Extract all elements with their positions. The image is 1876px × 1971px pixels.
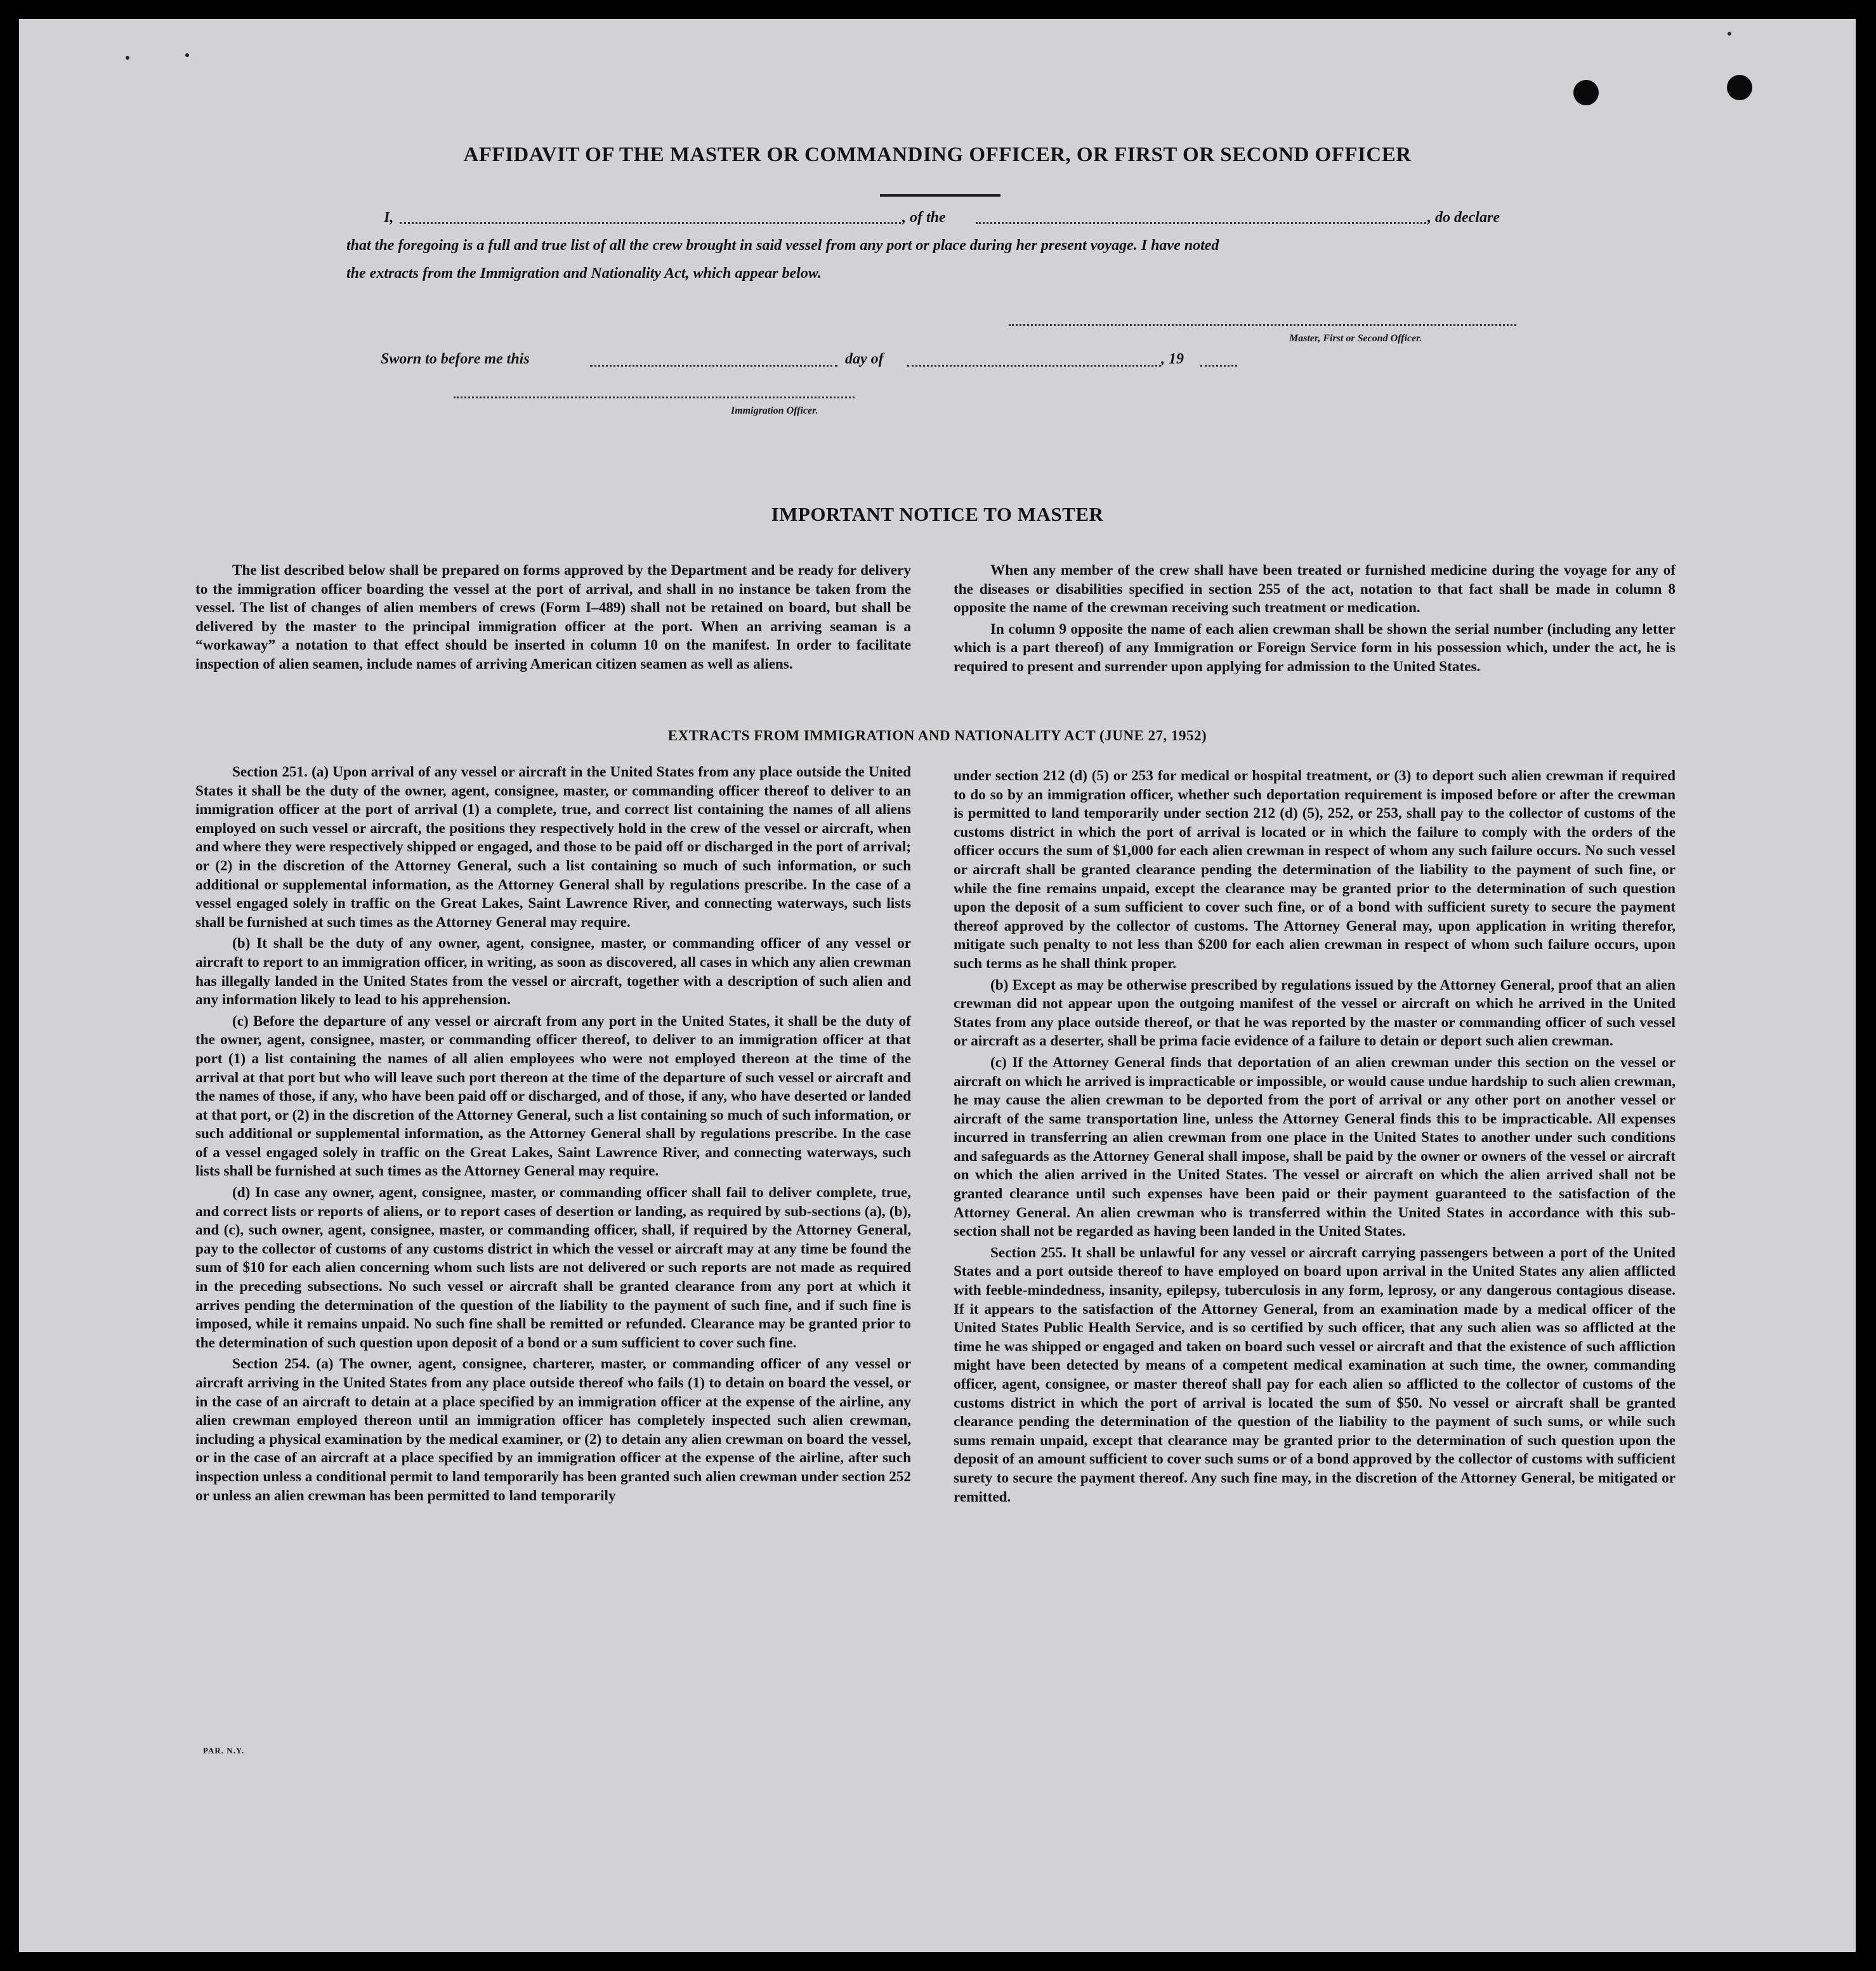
affidavit-of-the-label: , of the: [902, 209, 946, 226]
extracts-right-column: [954, 767, 1676, 1507]
affidavit-title: AFFIDAVIT OF THE MASTER OR COMMANDING OFFICER, OR FIRST OR SECOND OFFICER: [463, 143, 1412, 166]
officer-signature-label: Immigration Officer.: [731, 405, 818, 416]
section-251d: (d) In case any owner, agent, consignee, master, or commanding officer shall fail to deliver complete, true, and correct lists or reports of aliens, or to report cases of desertion or landing, as required by sub-sections (a), (b), and (c), such owner, agent, consignee, master, or commanding officer, shall, if required by the Attorney General, pay to the collector of customs of any customs district in which the vessel or aircraft may at any time be found the sum of $10 for each alien concerning whom such lists are not delivered or such reports are not made as required in the preceding subsections. No such vessel or aircraft shall be granted clearance from any port at which it arrives pending the determination of the question of the liability to the payment of such fine, and if such fine is imposed, while it remains unpaid. No such fine shall be remitted or refunded. Clearance may be granted prior to the determination of such question upon deposit of a bond or a sum sufficient to cover such fine.: [195, 1184, 911, 1351]
section-254a-continued: under section 212 (d) (5) or 253 for medical or hospital treatment, or (3) to deport such alien crewman if required to do so by an immigration officer, whether such deportation requirement is imposed before or after the crewman is permitted to land temporarily under section 212 (d) (5), 252, or 253, shall pay to the collector of customs of the customs district in which the port of arrival is located or in which the failure to comply with the orders of the officer occurs the sum of $1,000 for each alien crewman in respect of whom any such failure occurs. No such vessel or aircraft shall be granted clearance pending the determination of the liability to the payment of such fine, or while the fine remains unpaid, except the clearance may be granted prior to the determination of such question upon the deposit of a sum sufficient to cover such fine, or of a bond with sufficient surety to secure the payment thereof approved by the collector of customs. The Attorney General may, upon application in writing therefor, mitigate such penalty to not less than $200 for each alien crewman in respect of whom such failure occurs, upon such terms as he shall think proper.: [954, 768, 1676, 972]
notice-title: IMPORTANT NOTICE TO MASTER: [771, 503, 1104, 525]
speck: [1728, 32, 1731, 36]
sworn-month-line: [907, 365, 1161, 367]
affidavit-line-2: that the foregoing is a full and true list of all the crew brought in said vessel from any port or place during her present voyage. I have noted: [346, 237, 1219, 254]
printer-code: PAR. N.Y.: [203, 1746, 245, 1755]
notice-paragraph: The list described below shall be prepared on forms approved by the Department and be ready for delivery to the immigration officer boarding the vessel at the port of arrival, and shall in no instance be taken from the vessel. The list of changes of alien members of crews (Form I–489) shall not be retained on board, but shall be delivered by the master to the principal immigration officer at the port. When an arriving seaman is a “workaway” a notation to that effect should be inserted in column 10 on the manifest. In order to facilitate inspection of alien seamen, include names of arriving American citizen seamen as well as aliens.: [195, 562, 911, 672]
year-label: , 19: [1161, 351, 1184, 367]
affidavit-i-label: I,: [384, 209, 394, 226]
section-251c: (c) Before the departure of any vessel or aircraft from any port in the United States, it shall be the duty of the owner, agent, consignee, master, or commanding officer thereof, to deliver to an immigration officer at that port (1) a list containing the names of all alien employees who were not employed thereon at the time of the arrival at that port but who will leave such port thereon at the time of the departure of such vessel or aircraft and the names of those, if any, who have been paid off or discharged, and of those, if any, who have deserted or landed at that port, or (2) in the discretion of the Attorney General, such a list containing so much of such information, or such additional or supplemental information, as the Attorney General shall by regulations prescribe. In the case of a vessel engaged solely in traffic on the Great Lakes, Saint Lawrence River, and connecting waterways, such lists shall be furnished at such times as the Attorney General may require.: [195, 1012, 911, 1180]
notice-paragraph: In column 9 opposite the name of each alien crewman shall be shown the serial number (including any letter which is a part thereof) of any Immigration or Foreign Service form in his possession which, under the act, he is required to present and surrender upon applying for admission to the United States.: [954, 620, 1676, 675]
section-254a: Section 254. (a) The owner, agent, consignee, charterer, master, or commanding officer of any vessel or aircraft arriving in the United States from any place outside thereof who fails (1) to detain on board the vessel, or in the case of an aircraft to detain at a place specified by an immigration officer at the expense of the airline, any alien crewman employed thereon until an immigration officer has completely inspected such alien crewman, including a physical examination by the medical examiner, or (2) to detain any alien crewman on board the vessel, or in the case of an aircraft at a place specified by an immigration officer at the expense of the airline, after such inspection unless a conditional permit to land temporarily has been granted such alien crewman under section 252 or unless an alien crewman has been permitted to land temporarily: [195, 1356, 911, 1504]
master-signature-line: [1009, 324, 1516, 326]
speck: [185, 53, 189, 57]
affidavit-line-3: the extracts from the Immigration and Nationality Act, which appear below.: [346, 265, 822, 282]
name-field-line: [400, 222, 901, 224]
section-251b: (b) It shall be the duty of any owner, agent, consignee, master, or commanding officer of any vessel or aircraft to report to an immigration officer, in writing, as soon as discovered, all cases in which any alien crewman has illegally landed in the United States from the vessel or aircraft, together with a description of such alien and any information likely to lead to his apprehension.: [195, 935, 911, 1009]
punch-hole: [1573, 80, 1599, 105]
section-254c: (c) If the Attorney General finds that deportation of an alien crewman under this section on the vessel or aircraft on which he arrived is impracticable or impossible, or would cause undue hardship to such alien crewman, he may cause the alien crewman to be deported from the port of arrival or any other port on another vessel or aircraft of the same transportation line, unless the Attorney General finds this to be impracticable. All expenses incurred in transferring an alien crewman from one place in the United States to another under such conditions and safeguards as the Attorney General shall impose, shall be paid by the owner or owners of the vessel or aircraft on which the alien arrived in the United States. The vessel or aircraft on which the alien arrived shall not be granted clearance until such expenses have been paid or their payment guaranteed to the satisfaction of the Attorney General. An alien crewman who is transferred within the United States in accordance with this sub-section shall not be regarded as having been landed in the United States.: [954, 1054, 1676, 1240]
document-page: [19, 19, 1856, 1952]
affidavit-declare-label: , do declare: [1427, 209, 1500, 226]
notice-right-column: [954, 561, 1676, 677]
punch-hole: [1727, 75, 1752, 100]
year-line: [1200, 365, 1237, 367]
section-251a: Section 251. (a) Upon arrival of any vessel or aircraft in the United States from any place outside the United States it shall be the duty of the owner, agent, consignee, master, or commanding officer thereof to deliver to an immigration officer at the port of arrival (1) a complete, true, and correct list containing the names of all aliens employed on such vessel or aircraft, the positions they respectively hold in the crew of the vessel or aircraft, when and where they were respectively shipped or engaged, and those to be paid off or discharged in the port of arrival; or (2) in the discretion of the Attorney General, such a list containing so much of such information, or such additional or supplemental information, as the Attorney General shall by regulations prescribe. In the case of a vessel engaged solely in traffic on the Great Lakes, Saint Lawrence River, and connecting waterways, such lists shall be furnished at such times as the Attorney General may require.: [195, 764, 911, 931]
notice-left-column: [195, 561, 911, 674]
officer-signature-line: [454, 396, 855, 398]
vessel-field-line: [976, 222, 1426, 224]
section-254b: (b) Except as may be otherwise prescribed by regulations issued by the Attorney General, proof that an alien crewman did not appear upon the outgoing manifest of the vessel or aircraft on which he arrived in the United States from any place outside thereof, or that he was reported by the master or commanding officer of such vessel or aircraft as a deserter, shall be prima facie evidence of a failure to detain or deport such alien crewman.: [954, 976, 1676, 1050]
title-rule: [880, 194, 1000, 197]
sworn-day-line: [590, 365, 837, 367]
extracts-title: EXTRACTS FROM IMMIGRATION AND NATIONALITY ACT (JUNE 27, 1952): [667, 728, 1207, 743]
section-255: Section 255. It shall be unlawful for any vessel or aircraft carrying passengers between a port of the United States and a port outside thereof to have employed on board upon arrival in the United States any alien afflicted with feeble-mindedness, insanity, epilepsy, tuberculosis in any form, leprosy, or any dangerous contagious disease. If it appears to the satisfaction of the Attorney General, from an examination made by a medical officer of the United States Public Health Service, and is so certified by such officer, that any such alien was so afflicted at the time he was shipped or engaged and taken on board such vessel or aircraft and that the existence of such affliction might have been detected by means of a competent medical examination at such time, the owner, commanding officer, agent, consignee, or master thereof shall pay for each alien so afflicted to the collector of customs of the customs district in which the port of arrival is located the sum of $50. No vessel or aircraft shall be granted clearance pending the determination of the question of the liability to the payment of such sums, or while such sums remain unpaid, except that clearance may be granted prior to the determination of such question upon the deposit of an amount sufficient to cover such sums or of a bond approved by the collector of customs with sufficient surety to secure the payment thereof. Any such fine may, in the discretion of the Attorney General, be mitigated or remitted.: [954, 1244, 1676, 1505]
speck: [126, 56, 129, 60]
day-of-label: day of: [845, 351, 884, 367]
notice-paragraph: When any member of the crew shall have been treated or furnished medicine during the voyage for any of the diseases or disabilities specified in section 255 of the act, notation to that fact shall be made in column 8 opposite the name of the crewman receiving such treatment or medication.: [954, 562, 1676, 617]
extracts-left-column: [195, 763, 911, 1505]
master-signature-label: Master, First or Second Officer.: [1289, 333, 1422, 344]
sworn-label: Sworn to before me this: [381, 351, 530, 367]
